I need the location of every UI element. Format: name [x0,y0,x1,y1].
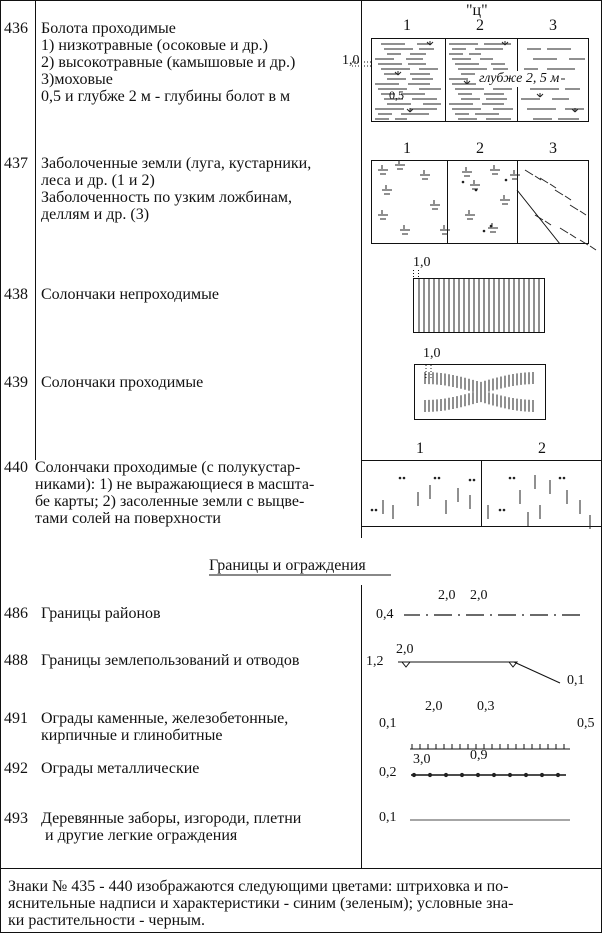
text-line: тами солей на поверхности [35,510,221,527]
dot-mark [563,477,566,480]
dot-mark [438,477,441,480]
text-line: 3)моховые [41,71,113,88]
hatch-mark [525,170,533,175]
size-label: 0,1 [379,716,397,731]
dot-mark [469,479,472,482]
dot-mark [509,477,512,480]
dot-mark [473,479,476,482]
row-492-number: 492 [4,760,28,777]
text-line: Деревянные заборы, изгороди, плетни [41,810,302,827]
hatch-mark [550,184,556,188]
dot-mark [503,509,506,512]
salt-marsh-shrub-symbol [362,460,602,527]
dot-mark [475,189,478,192]
dot-mark [476,773,480,777]
hatch-mark [560,228,568,233]
dot-mark [540,773,544,777]
row-492-text: Ограды металлические [41,760,200,777]
footer-note [8,878,513,929]
section-title: Границы и ограждения [209,557,366,574]
size-label: 2,0 [425,699,443,714]
row-436-number: 436 [4,20,28,37]
hatch-mark [540,178,548,183]
sample-header: "ц" [466,2,488,19]
text-line: Заболоченные земли (луга, кустарники, [41,155,312,172]
hatch-mark [545,221,551,225]
hatch-mark [580,211,586,215]
col-number: 3 [549,17,557,34]
dot-mark [444,773,448,777]
text-line: и другие легкие ограждения [41,827,238,844]
size-label: 1,2 [366,654,384,669]
dot-mark [499,509,502,512]
dot-mark [490,225,493,228]
size-label: 0,3 [477,699,495,714]
depth-label: 0,5 [389,88,404,102]
size-label: 1,0 [413,255,431,270]
text-line: бе карты; 2) засоленные земли с выцве- [35,493,305,510]
row-437-number: 437 [4,155,28,172]
col-number: 2 [538,440,546,457]
col-number: 1 [403,17,411,34]
text-line: никами): 1) не выражающиеся в масшта- [35,476,315,493]
col-number: 2 [476,17,484,34]
row-493-number: 493 [4,810,28,827]
dot-mark [412,773,416,777]
dot-mark [460,773,464,777]
dot-mark [492,773,496,777]
text-line: Ограды каменные, железобетонные, [41,710,289,727]
hatch-mark [590,246,596,250]
size-label: 0,4 [376,607,394,622]
dot-mark [434,477,437,480]
metal-fence-symbol [411,773,566,777]
col-number: 1 [403,140,411,157]
dot-mark [559,477,562,480]
row-486-number: 486 [4,605,28,622]
dot-mark [399,477,402,480]
hatch-mark [570,205,578,210]
row-440-text [35,459,314,527]
hatch-mark [565,196,571,200]
size-label: 0,9 [470,748,488,763]
text-line: Солончаки проходимые (с полукустар- [35,459,301,476]
land-use-border-symbol [398,662,560,683]
text-line: Знаки № 435 - 440 изображаются следующими цветами: штриховка и по- [8,878,509,895]
row-491-number: 491 [4,710,28,727]
dot-mark [483,230,486,233]
size-label: 1,0 [342,53,360,68]
dot-mark [513,477,516,480]
text-line: леса и др. (1 и 2) [41,172,155,189]
size-label: 2,0 [470,588,488,603]
size-label: 3,0 [413,752,431,767]
size-label: 2,0 [396,642,414,657]
size-label: 0,1 [379,810,397,825]
size-label: 0,1 [567,673,585,688]
dot-mark [508,773,512,777]
text-line: деллям и др. (3) [41,206,150,223]
row-438-text: Солончаки непроходимые [41,286,219,303]
size-label: 0,2 [379,765,397,780]
row-439-number: 439 [4,374,28,391]
depth-label: глубже 2, 5 м [479,71,560,86]
size-label: 1,0 [423,346,441,361]
row-491-text [41,710,288,744]
text-line: яснительные надписи и характеристики - синим (зеленым); условные зна- [8,895,514,912]
row-439-text: Солончаки проходимые [41,374,204,391]
row-440-number: 440 [4,459,28,476]
hatch-mark [517,190,560,244]
text-line: Заболоченность по узким ложбинам, [41,189,292,206]
hatch-mark [555,190,563,195]
row-436-text [41,20,295,105]
dot-mark [556,773,560,777]
hatch-mark [580,240,588,245]
row-486-text: Границы районов [41,605,161,622]
text-line: 1) низкотравные (осоковые и др.) [41,37,269,54]
text-line: ки растительности - черным. [8,912,205,929]
text-line: 0,5 и глубже 2 м - глубины болот в м [41,88,291,105]
col-number: 3 [549,140,557,157]
col-number: 1 [416,440,424,457]
size-label: 2,0 [438,588,456,603]
dot-mark [403,477,406,480]
hatch-mark [570,234,576,238]
size-label: 0,5 [577,716,595,731]
text-line: Болота проходимые [41,20,176,37]
stone-fence-symbol [410,744,570,749]
dot-mark [505,179,508,182]
text-line: кирпичные и глинобитные [41,727,223,744]
salt-marsh-passable-symbol [415,365,546,420]
dot-mark [371,509,374,512]
dot-mark [375,509,378,512]
row-437-text [41,155,311,223]
dot-mark [428,773,432,777]
row-488-text: Границы землепользований и отводов [41,652,300,669]
col-number: 2 [476,140,484,157]
row-493-text [41,810,301,844]
text-line: 2) высокотравные (камышовые и др.) [41,54,296,71]
dot-mark [462,181,465,184]
row-488-number: 488 [4,652,28,669]
wetland-symbol [372,160,589,244]
row-438-number: 438 [4,286,28,303]
dot-mark [524,773,528,777]
